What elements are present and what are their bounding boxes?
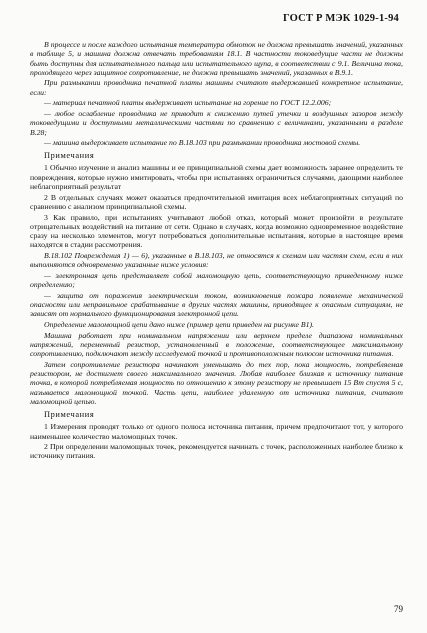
list-item: — электронная цепь представляет собой маломощную цепь, соответствующую приведенному ниже определению; [30, 270, 403, 290]
note-item: 3 Как правило, при испытаниях учитывают любой отказ, который может произойти в результате отрицательных воздействий на питание от сети. Однако в случаях, когда возможно одновременное воздействие сразу на несколько элементов, могут потребоваться дополнительные испытания, которые в настоящее время находятся в стадии рассмотрения. [30, 212, 403, 250]
paragraph: При размыкании проводника печатной платы машины считают выдержавшей конкретное испытание, если: [30, 78, 403, 97]
list-item: — материал печатной платы выдерживает испытание на горение по ГОСТ 12.2.006; [44, 98, 332, 108]
paragraph: Машина работает при номинальном напряжении или верхнем пределе диапазона номинальных напряжений, переменный резистор, установленный в положение, соответствующее максимальному сопротивлению, подключают между исследуемой точкой и противоположным полюсом источника питания. [30, 330, 403, 359]
paragraph: Затем сопротивление резистора начинают уменьшать до тех пор, пока мощность, потребляемая резистором, не достигнет своего максимального значения. Любая наиболее близкая к источнику питания точка, в которой потребляемая мощность по отношению к этому резистору не превышает 15 Вт спустя 5 с, называется маломощной точкой. Часть цепи, наиболее удаленную от источника питания, считают маломощной цепью. [30, 359, 403, 406]
page-number: 79 [394, 604, 403, 614]
note-item: 2 При определении маломощных точек, рекомендуется начинать с точек, расположенных наиболее близко к источнику питания. [30, 442, 403, 461]
list-item: — машина выдерживает испытание по В.18.103 при размыкании проводника мостовой схемы. [44, 138, 361, 148]
notes-heading: Примечания [44, 410, 95, 420]
section-paragraph: В.18.102 Повреждения 1) — 6), указанные в В.18.103, не относятся к схемам или частям схем, если в них выполняются одновременно указанные ниже условия: [30, 251, 403, 270]
paragraph: В процессе и после каждого испытания температура обмоток не должна превышать значений, указанных в таблице 5, и машина должна отвечать требованиям 18.1. В частности токоведущие части не должны быть доступны для испытательного пальца или испытательного щупа, в соответствии с 9.1. Величина тока, проходящего через защитное сопротивление, не должна превышать значений, указанных в В.9.1. [30, 40, 403, 77]
note-item: 2 В отдельных случаях может оказаться предпочтительной имитация всех неблагоприятных ситуаций по сравнению с анализом принципиальной схемы. [30, 192, 403, 211]
notes-heading: Примечания [44, 151, 95, 161]
list-item: — любое ослабление проводника не приводит к снижению путей утечки и воздушных зазоров между токоведущими и доступными металлическими частями по сравнению с величинами, указанными в разделе В.28; [30, 108, 403, 137]
note-item: 1 Измерения проводят только от одного полюса источника питания, причем предпочитают тот, у которого наименьшее количество маломощных точек. [30, 422, 403, 441]
standard-header: ГОСТ Р МЭК 1029-1-94 [283, 13, 399, 24]
paragraph: Определение маломощной цепи дано ниже (пример цепи приведен на рисунке В1). [44, 319, 314, 329]
document-body [30, 40, 403, 462]
note-item: 1 Обычно изучение и анализ машины и ее принципиальной схемы дает возможность заранее определить те повреждения, которые нужно имитировать, чтобы при испытаниях ограничиться случаями, дающими наиболее неблагоприятный результат [30, 163, 403, 192]
list-item: — защита от поражения электрическим током, возникновения пожара появление механической опасности или неправильное срабатывание в других частях машины, приводящее к опасным ситуациям, не зависят от нормального функционирования электронной цепи. [30, 290, 403, 319]
